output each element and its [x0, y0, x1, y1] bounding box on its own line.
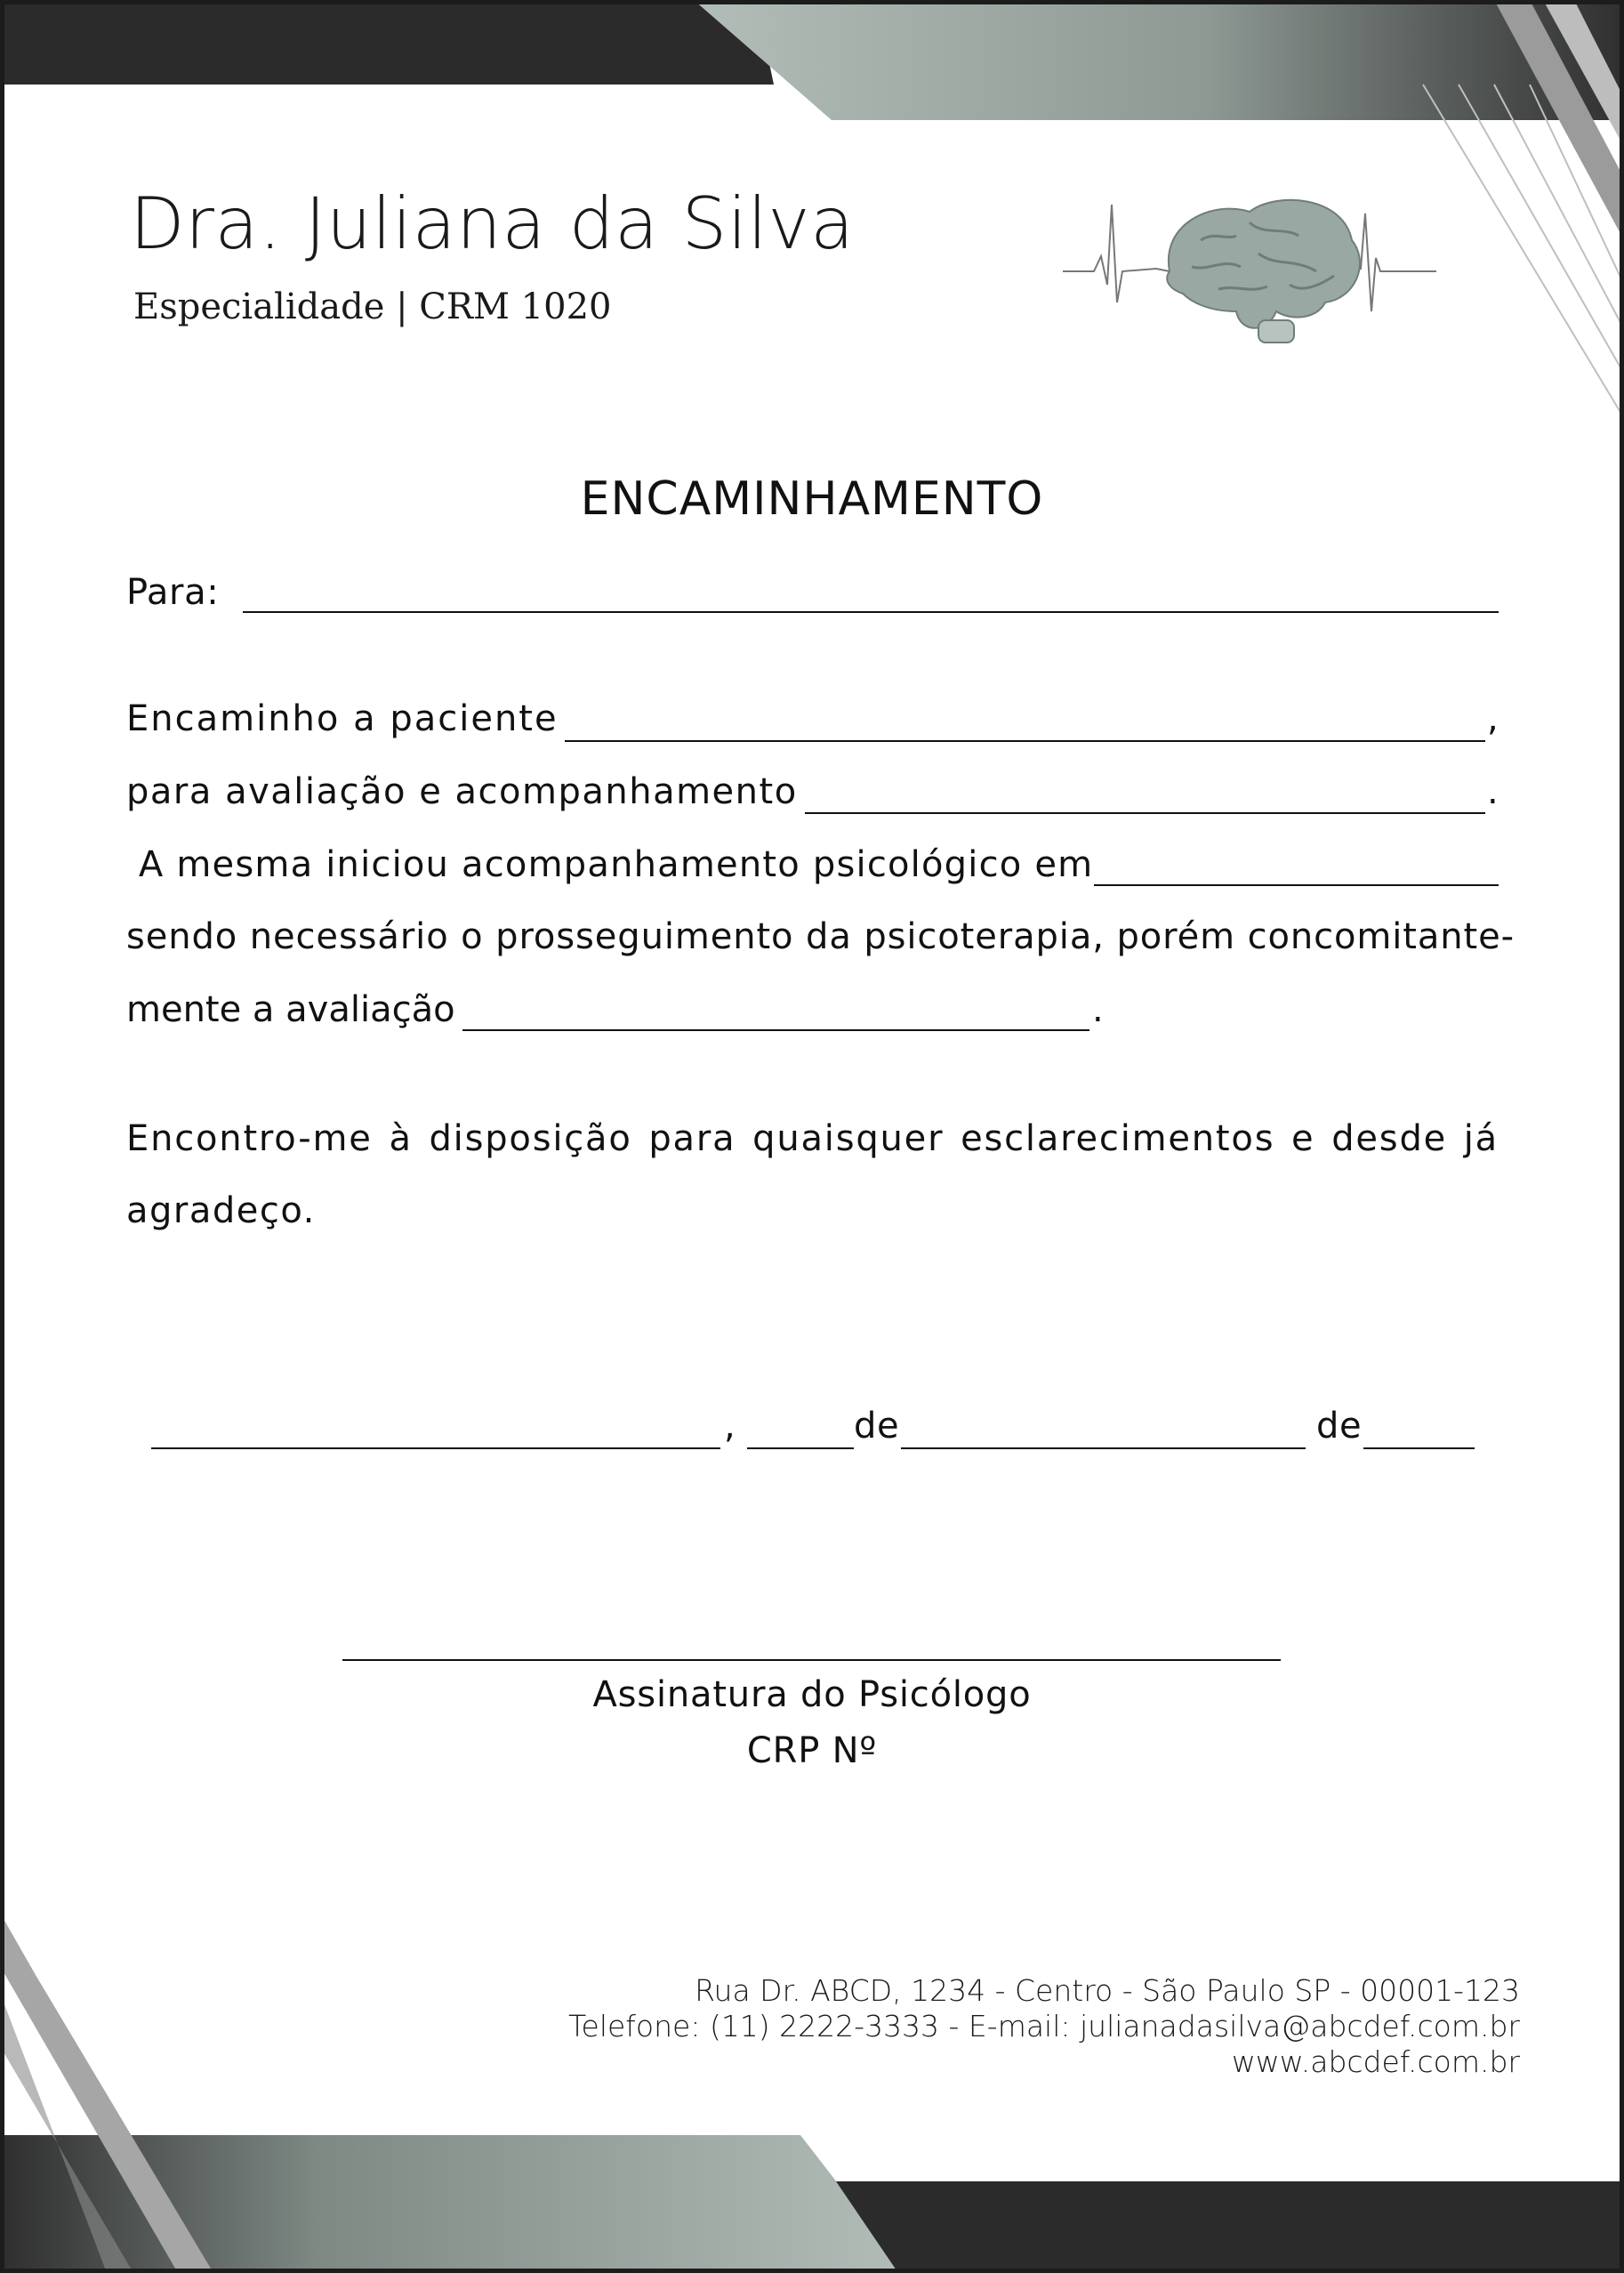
prosseguimento-text: sendo necessário o prosseguimento da psicoterapia, porém concomitante-	[126, 916, 1515, 957]
closing-line-1: Encontro-me à disposição para quaisquer esclarecimentos e desde já	[126, 1118, 1499, 1159]
avaliacao-label: para avaliação e acompanhamento	[126, 771, 798, 812]
brain-heartbeat-icon	[1058, 187, 1441, 347]
footer-website[interactable]: www.abcdef.com.br	[1231, 2044, 1520, 2079]
avaliacao-tipo-field-line[interactable]	[462, 1029, 1089, 1031]
document-title: ENCAMINHAMENTO	[580, 472, 1044, 526]
date-comma: ,	[724, 1406, 736, 1447]
month-field-line[interactable]	[901, 1447, 1306, 1449]
closing-line-2: agradeço.	[126, 1190, 316, 1231]
mente-avaliacao-label: mente a avaliação	[126, 989, 455, 1030]
para-field-line[interactable]	[243, 611, 1499, 613]
paciente-label: Encaminho a paciente	[126, 698, 559, 739]
avaliacao-field-line[interactable]	[805, 812, 1485, 814]
footer-address: Rua Dr. ABCD, 1234 - Centro - São Paulo SP - 00001-123	[695, 1973, 1520, 2008]
signature-label: Assinatura do Psicólogo	[592, 1674, 1032, 1715]
iniciou-label: A mesma iniciou acompanhamento psicológico em	[126, 844, 1094, 885]
period-2: .	[1092, 989, 1105, 1030]
de-label-1: de	[854, 1406, 900, 1447]
paciente-field-line[interactable]	[565, 740, 1485, 742]
city-field-line[interactable]	[151, 1447, 720, 1449]
crp-label: CRP Nº	[746, 1730, 878, 1771]
year-field-line[interactable]	[1363, 1447, 1475, 1449]
specialty-crm: Especialidade | CRM 1020	[133, 286, 612, 327]
day-field-line[interactable]	[747, 1447, 854, 1449]
period-1: .	[1487, 771, 1499, 812]
comma-1: ,	[1487, 698, 1499, 739]
data-inicio-field-line[interactable]	[1094, 884, 1499, 886]
de-label-2: de	[1316, 1406, 1363, 1447]
signature-line[interactable]	[342, 1659, 1281, 1661]
doctor-name: Dra. Juliana da Silva	[130, 182, 855, 265]
footer-contact: Telefone: (11) 2222-3333 - E-mail: julianadasilva@abcdef.com.br	[567, 2009, 1520, 2043]
para-label: Para:	[126, 572, 220, 613]
